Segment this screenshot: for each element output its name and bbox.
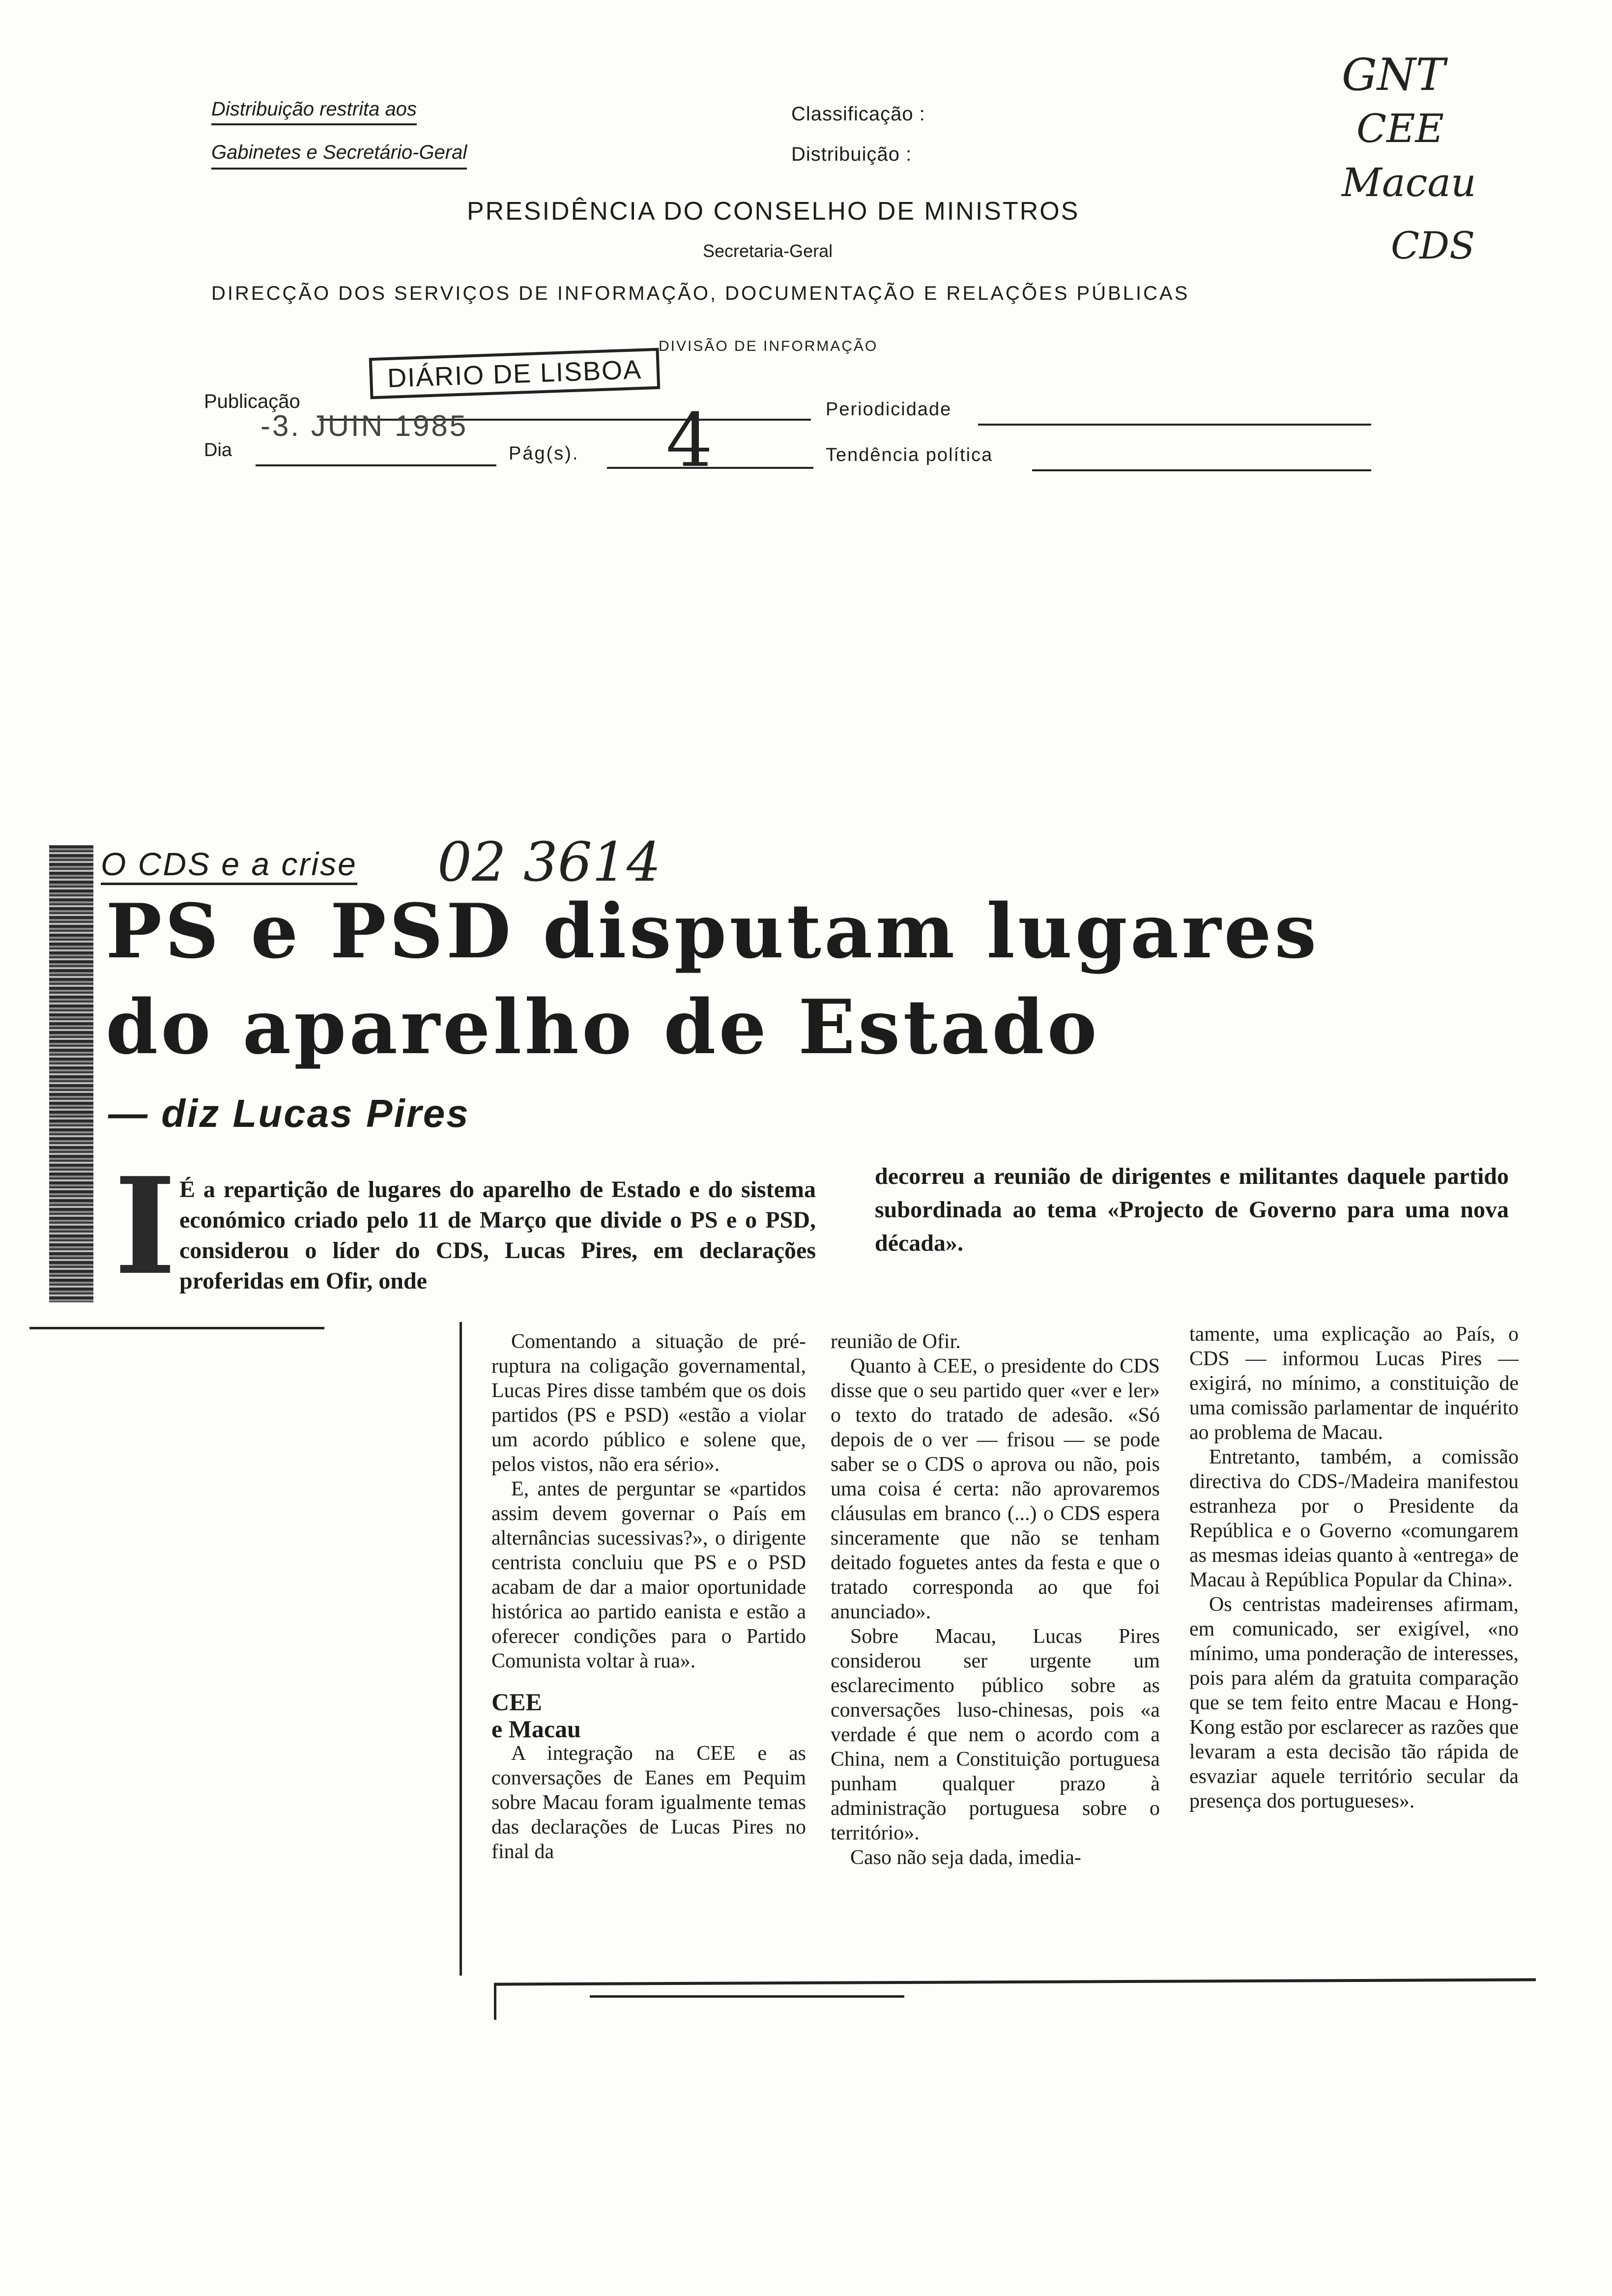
restricted-line-1: Distribuição restrita aos [211,98,417,125]
presidency-title: PRESIDÊNCIA DO CONSELHO DE MINISTROS [467,197,1080,226]
article-byline: — diz Lucas Pires [108,1091,470,1135]
secretariat-label: Secretaria-Geral [703,241,833,261]
column-1-paragraph-1: Comentando a situação de pré-ruptura na coligação governamental, Lucas Pires disse também que os dois partidos (PS e PSD) «estão a violar um acordo público e solene que, pelos vistos, não era sério». [491,1330,806,1476]
article-kicker: O CDS e a crise [101,845,357,885]
handwritten-note-2: CEE [1356,106,1444,151]
column-3-paragraph-3: Os centristas madeirenses afirmam, em comunicado, ser exigível, «no mínimo, uma ponderação de interesses, pois para além da gratuita comparação que se tem feito entre Macau e Hong-Kong estão por esclarecer as razões que levaram a esta decisão tão rápida de esvaziar aquele território secular da presença dos portugueses». [1189,1593,1519,1812]
article-column-3 [1189,1322,1519,1813]
date-line [256,464,496,466]
halftone-strip [49,845,93,1302]
bottom-rule [494,1978,1536,1985]
article-column-1 [491,1329,806,1864]
bottom-rule-short [590,1995,904,1998]
date-stamp: -3. JUIN 1985 [260,409,468,442]
date-label: Dia [204,440,232,460]
drop-cap: I [114,1148,176,1304]
tendency-line [1032,469,1371,471]
handwritten-note-3: Macau [1342,160,1476,205]
lead-paragraph-left: É a repartição de lugares do aparelho de Estado e do sistema económico criado pelo 11 de Março que divide o PS e o PSD, considerou o líder do CDS, Lucas Pires, em declarações proferidas em Ofir, onde [179,1177,816,1294]
column-2-paragraph-1: reunião de Ofir. [831,1330,961,1353]
column-2-paragraph-3: Sobre Macau, Lucas Pires considerou ser urgente um esclarecimento público sobre as conversações luso-chinesas, pois «a verdade é que nem o acordo com a China, nem a Constituição portuguesa punham qualquer prazo à administração portuguesa sobre o território». [831,1625,1160,1844]
lead-paragraph-right: decorreu a reunião de dirigentes e militantes daquele partido subordinada ao tema «Projecto de Governo para uma nova década». [875,1163,1509,1256]
classification-label: Classificação : [791,103,925,125]
article-column-2 [831,1329,1160,1870]
pages-label: Pág(s). [509,443,579,464]
column-2-paragraph-2: Quanto à CEE, o presidente do CDS disse que o seu partido quer «ver e ler» o texto do tratado de adesão. «Só depois de o ver — frisou — se pode saber se o CDS o aprova ou não, pois uma coisa é certa: não aprovaremos cláusulas em branco (...) o CDS espera sinceramente que não se tenham deitado foguetes antes da festa e que o tratado corresponda ao que foi anunciado». [831,1355,1160,1623]
reference-number: 02 3614 [437,831,661,893]
handwritten-note-4: CDS [1391,224,1475,267]
subhead-cee: CEE [491,1688,542,1716]
tendency-label: Tendência política [826,445,993,465]
headline-line-2: do aparelho de Estado [106,983,1100,1071]
distribution-label: Distribuição : [791,144,912,165]
periodicity-line [978,424,1371,426]
column-3-paragraph-1: tamente, uma explicação ao País, o CDS — informou Lucas Pires — exigirá, no mínimo, a constituição de uma comissão parlamentar de inquérito ao problema de Macau. [1189,1323,1519,1444]
bottom-corner-tick [494,1985,496,2020]
column-1-paragraph-2: E, antes de perguntar se «partidos assim devem governar o País em alternâncias sucessivas?», o dirigente centrista concluiu que PS e o PSD acabam de dar a maior oportunidade histórica ao partido eanista e estão a oferecer condições para o Partido Comunista voltar à rua». [491,1478,806,1672]
division-label: DIVISÃO DE INFORMAÇÃO [659,338,878,354]
directorate-line: DIRECÇÃO DOS SERVIÇOS DE INFORMAÇÃO, DOCUMENTAÇÃO E RELAÇÕES PÚBLICAS [211,283,1190,304]
handwritten-note-1: GNT [1342,49,1445,101]
publication-stamp: DIÁRIO DE LISBOA [369,348,661,400]
publication-label: Publicação [204,391,300,412]
headline-line-1: PS e PSD disputam lugares [106,887,1320,975]
pages-value: 4 [666,398,713,484]
column-1-paragraph-3: A integração na CEE e as conversações de Eanes em Pequim sobre Macau foram igualmente temas das declarações de Lucas Pires no final da [491,1742,806,1863]
column-2-paragraph-4: Caso não seja dada, imedia- [850,1846,1081,1869]
column-3-paragraph-2: Entretanto, também, a comissão directiva do CDS-/Madeira manifestou estranheza por o Presidente da República e o Governo «comungarem as mesmas ideias quanto à «entrega» de Macau à República Popular da China». [1189,1446,1519,1591]
column-left-rule [460,1322,462,1976]
periodicity-label: Periodicidade [826,399,952,420]
restricted-line-2: Gabinetes e Secretário-Geral [211,142,467,170]
subhead-macau: e Macau [491,1715,581,1743]
lead-divider [29,1327,324,1329]
